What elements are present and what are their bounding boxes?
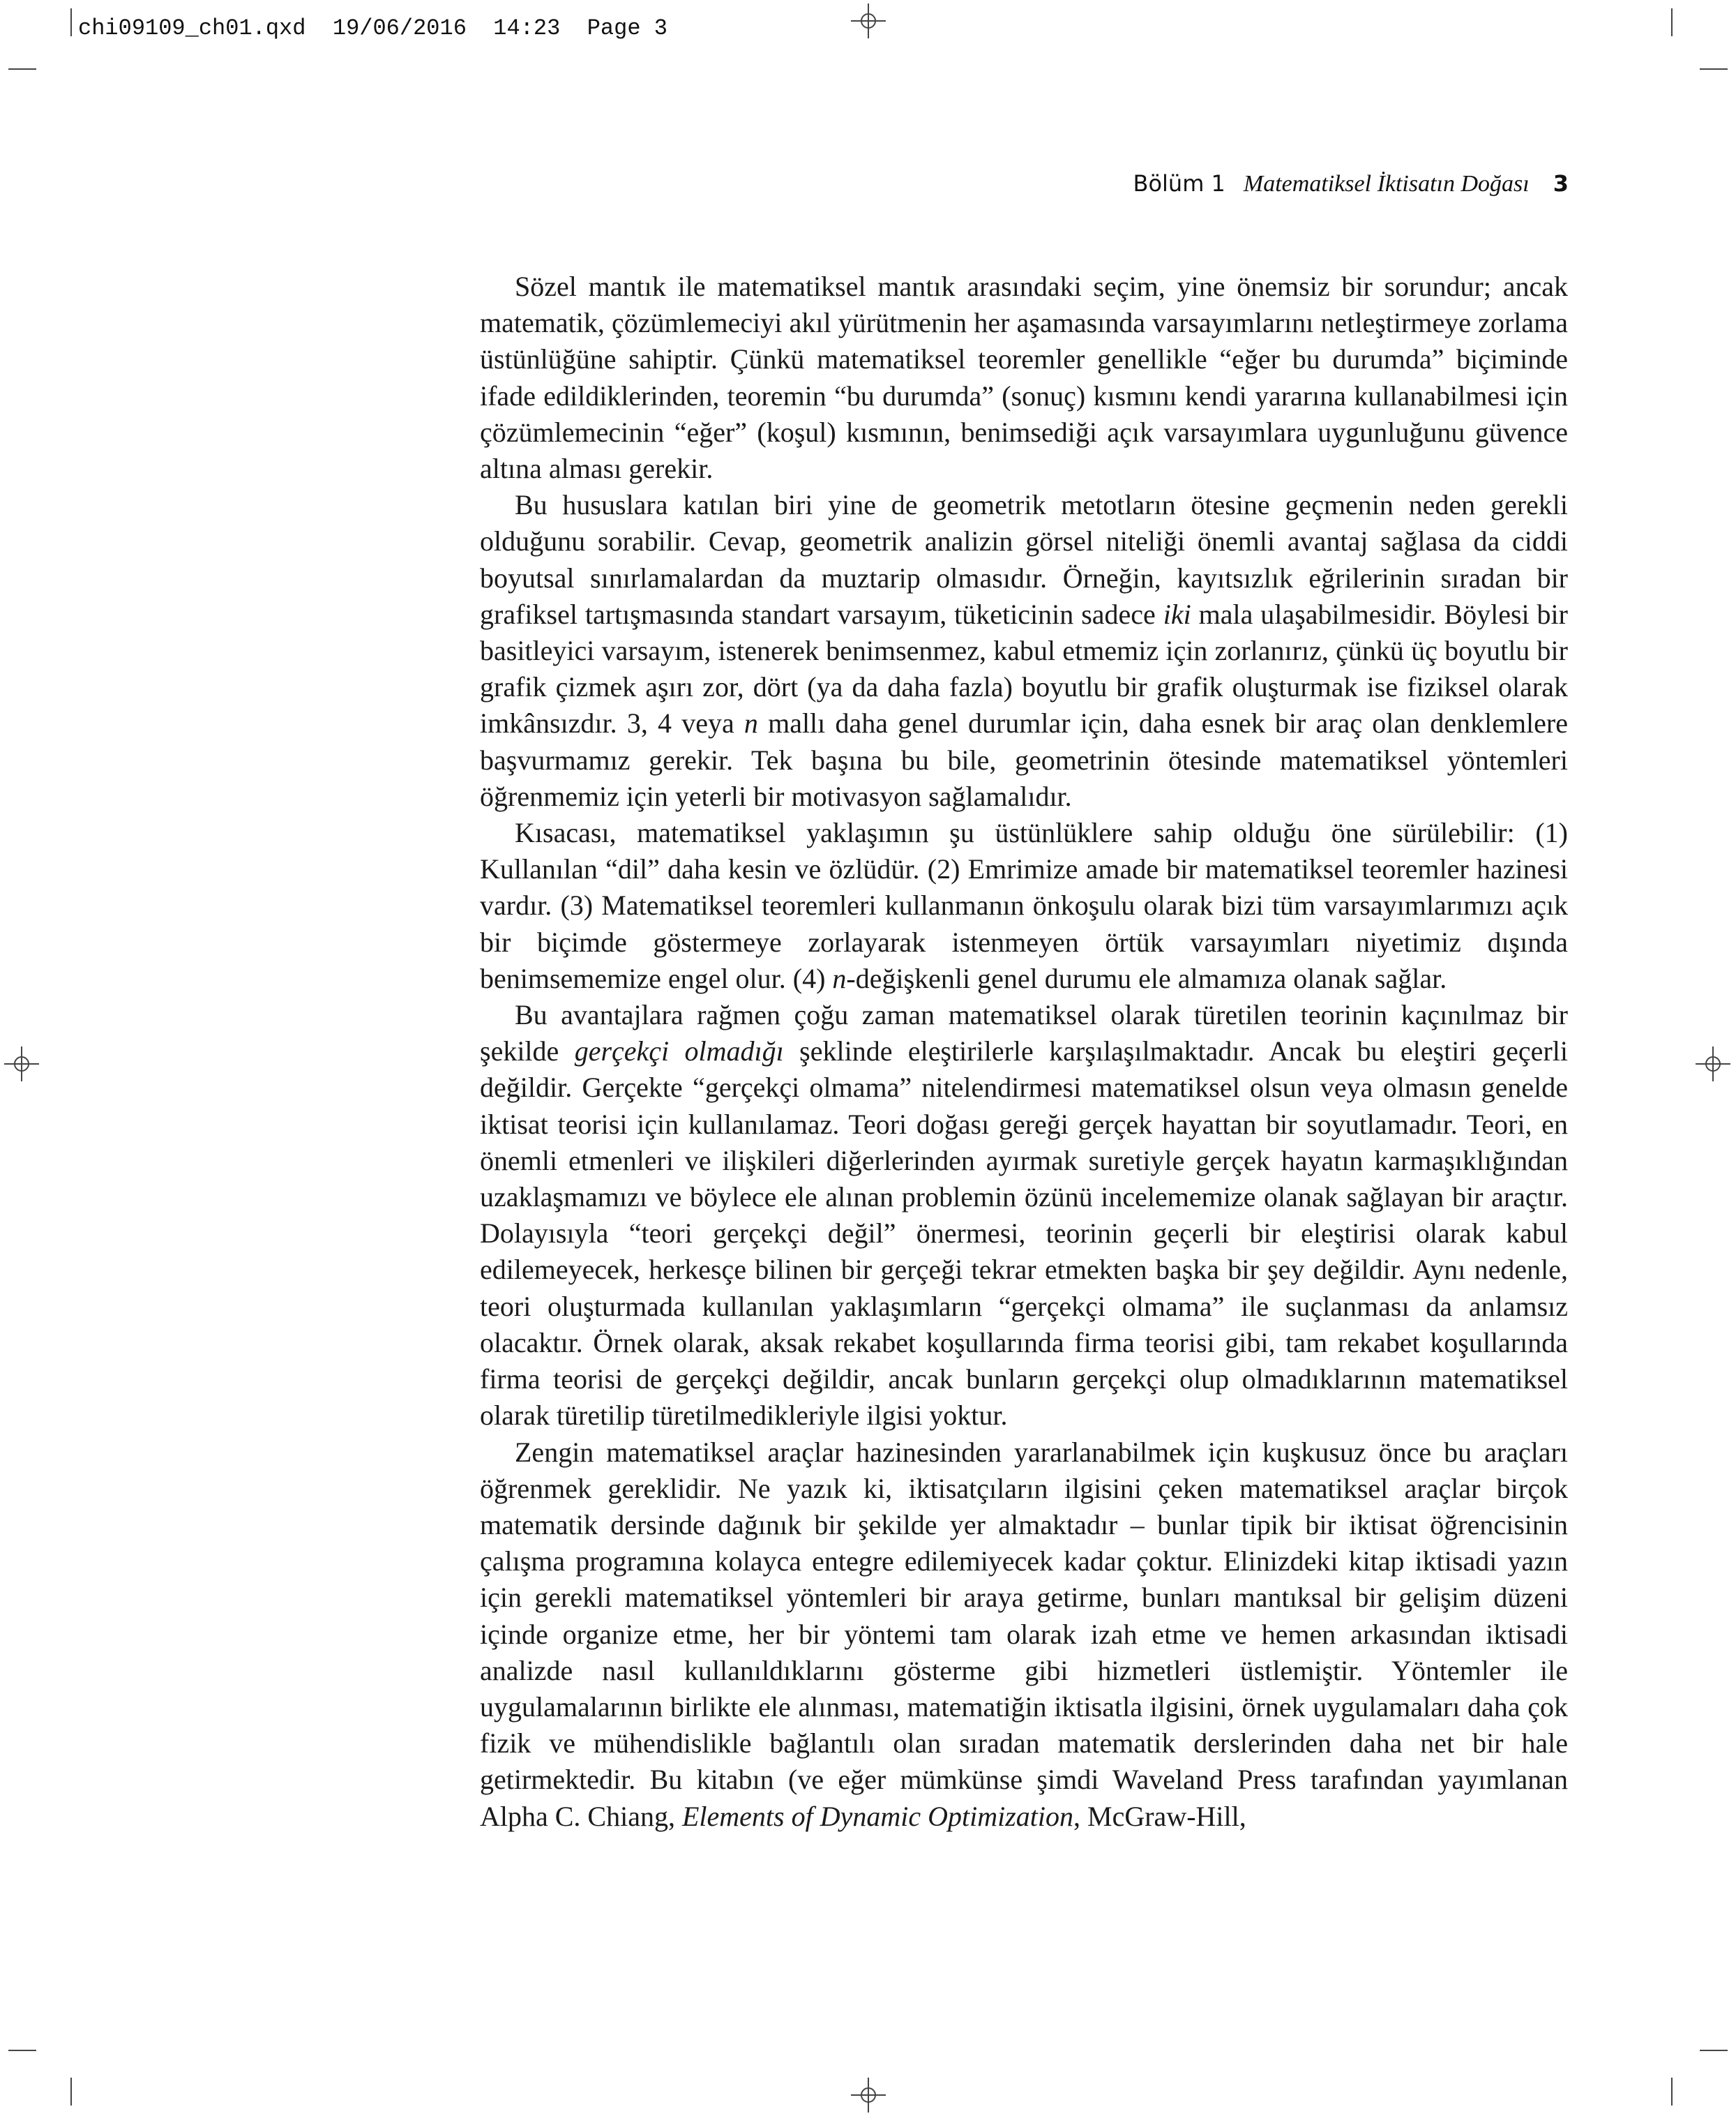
text-run: -değişkenli genel durumu ele almamıza olanak sağlar. [846,962,1447,994]
italic-text: n [832,962,847,994]
chapter-label: Bölüm 1 [1133,170,1225,197]
crop-mark-top-right-vertical [1671,8,1673,36]
text-run: mala ulaşabilmesidir. Böylesi bir basitleyici varsayım, istenerek benimsenmez, kabul etmemiz için zorlanırız, çünkü üç boyutlu bir grafik çizmek aşırı zor, dört (ya da daha fazla) boyutlu bir grafik oluşturmak ise fiziksel olarak imkânsızdır. 3, 4 veya [480,598,1568,740]
printer-slug: chi09109_ch01.qxd 19/06/2016 14:23 Page 3 [78,15,667,41]
page-number: 3 [1553,170,1569,197]
text-run: Bu hususlara katılan biri yine de geometrik metotların ötesine geçmenin neden gerekli olduğunu sorabilir. Cevap, geometrik analizin görsel niteliği önemli avantaj sağlasa da ciddi boyutsal sınırlamalardan da muztarip olmasıdır. Örneğin, kayıtsızlık eğrilerinin sıradan bir grafiksel tartışmasında standart varsayım, tüketicinin sadece [480,489,1568,630]
italic-text: gerçekçi olmadığı [574,1035,784,1067]
running-head [1133,170,1569,197]
text-run: mallı daha genel durumlar için, daha esnek bir araç olan denklemlere başvurmamız gerekir. Tek başına bu bile, geometrinin ötesinde matematiksel yöntemleri öğrenmemiz için yeterli bir motivasyon sağlamalıdır. [480,707,1568,812]
italic-text: iki [1163,598,1191,630]
paragraph [480,269,1568,487]
crop-mark-bottom-left-vertical [70,2078,72,2106]
text-run: Sözel mantık ile matematiksel mantık arasındaki seçim, yine önemsiz bir sorundur; ancak matematik, çözümlemeciyi akıl yürütmenin her aşamasında varsayımlarını netleştirmeye zorlama üstünlüğüne sahiptir. Çünkü matematiksel teoremler genellikle “eğer bu durumda” biçiminde ifade edildiklerinden, teoremin “bu durumda” (sonuç) kısmını kendi yararına kullanabilmesi için çözümlemecinin “eğer” (koşul) kısmının, benimsediği açık varsayımlara uygunluğunu güvence altına alması gerekir. [480,271,1568,485]
registration-mark-top [851,3,886,38]
text-run: Bu avantajlara rağmen çoğu zaman matematiksel olarak türetilen teorinin kaçınılmaz bir şekilde [480,999,1568,1067]
crop-mark-top-left-vertical [70,8,72,36]
italic-text: n [744,707,758,740]
crop-mark-bottom-right-horizontal [1700,2050,1728,2051]
body-text [480,269,1568,1835]
text-run: Kısacası, matematiksel yaklaşımın şu üstünlüklere sahip olduğu öne sürülebilir: (1) Kullanılan “dil” daha kesin ve özlüdür. (2) Emrimize amade bir matematiksel teoremler hazinesi vardır. (3) Matematiksel teoremleri kullanmanın önkoşulu olarak bizi tüm varsayımlarımızı açık bir biçimde göstermeye zorlayarak istenmeyen örtük varsayımları niyetimiz dışında benimsememize engel olur. (4) [480,817,1568,994]
crop-mark-bottom-left-horizontal [8,2050,36,2051]
text-run: , McGraw-Hill, [1073,1800,1246,1832]
italic-text: Elements of Dynamic Optimization [681,1800,1074,1832]
registration-mark-right [1696,1046,1730,1081]
paragraph [480,815,1568,997]
chapter-title: Matematiksel İktisatın Doğası [1243,171,1530,197]
paragraph [480,997,1568,1434]
paragraph [480,487,1568,815]
crop-mark-top-right-horizontal [1700,68,1728,70]
crop-mark-top-left-horizontal [8,68,36,70]
paragraph [480,1434,1568,1835]
text-run: şeklinde eleştirilerle karşılaşılmaktadır. Ancak bu eleştiri geçerli değildir. Gerçekte “gerçekçi olmama” nitelendirmesi matematiksel olsun veya olmasın genelde iktisat teorisi için kullanılamaz. Teori doğası gereği gerçek hayattan bir soyutlamadır. Teori, en önemli etmenleri ve ilişkileri diğerlerinden ayırmak suretiyle gerçek hayatın karmaşıklığından uzaklaşmamızı ve böylece ele alınan problemin özünü incelememize olanak sağlayan bir araçtır. Dolayısıyla “teori gerçekçi değil” önermesi, teorinin geçerli bir eleştirisi olarak kabul edilemeyecek, herkesçe bilinen bir gerçeği tekrar etmekten başka bir şey değildir. Aynı nedenle, teori oluşturmada kullanılan yaklaşımların “gerçekçi olmama” ile suçlanması da anlamsız olacaktır. Örnek olarak, aksak rekabet koşullarında firma teorisi gibi, tam rekabet koşullarında firma teorisi de gerçekçi değildir, ancak bunların gerçekçi olup olmadıklarının matematiksel olarak türetilip türetilmedikleriyle ilgisi yoktur. [480,1035,1568,1432]
registration-mark-bottom [851,2078,886,2113]
text-run: Zengin matematiksel araçlar hazinesinden yararlanabilmek için kuşkusuz önce bu araçları öğrenmek gereklidir. Ne yazık ki, iktisatçıların ilgisini çeken matematiksel araçlar birçok matematik dersinde dağınık bir şekilde yer almaktadır – bunlar tipik bir iktisat öğrencisinin çalışma programına kolayca entegre edilemiyecek kadar çoktur. Elinizdeki kitap iktisadi yazın için gerekli matematiksel yöntemleri bir araya getirme, bunları mantıksal bir gelişim düzeni içinde organize etme, her bir yöntemi tam olarak izah etme ve hemen arkasından iktisadi analizde nasıl kullanıldıklarını gösterme gibi hizmetleri üstlemiştir. Yöntemler ile uygulamalarının birlikte ele alınması, matematiğin iktisatla ilgisini, örnek uygulamaları daha çok fizik ve mühendislikle bağlantılı olan sıradan matematik derslerinden daha net bir hale getirmektedir. Bu kitabın (ve eğer mümkünse şimdi Waveland Press tarafından yayımlanan Alpha C. Chiang, [480,1436,1568,1832]
registration-mark-left [4,1046,39,1081]
crop-mark-bottom-right-vertical [1671,2078,1673,2106]
